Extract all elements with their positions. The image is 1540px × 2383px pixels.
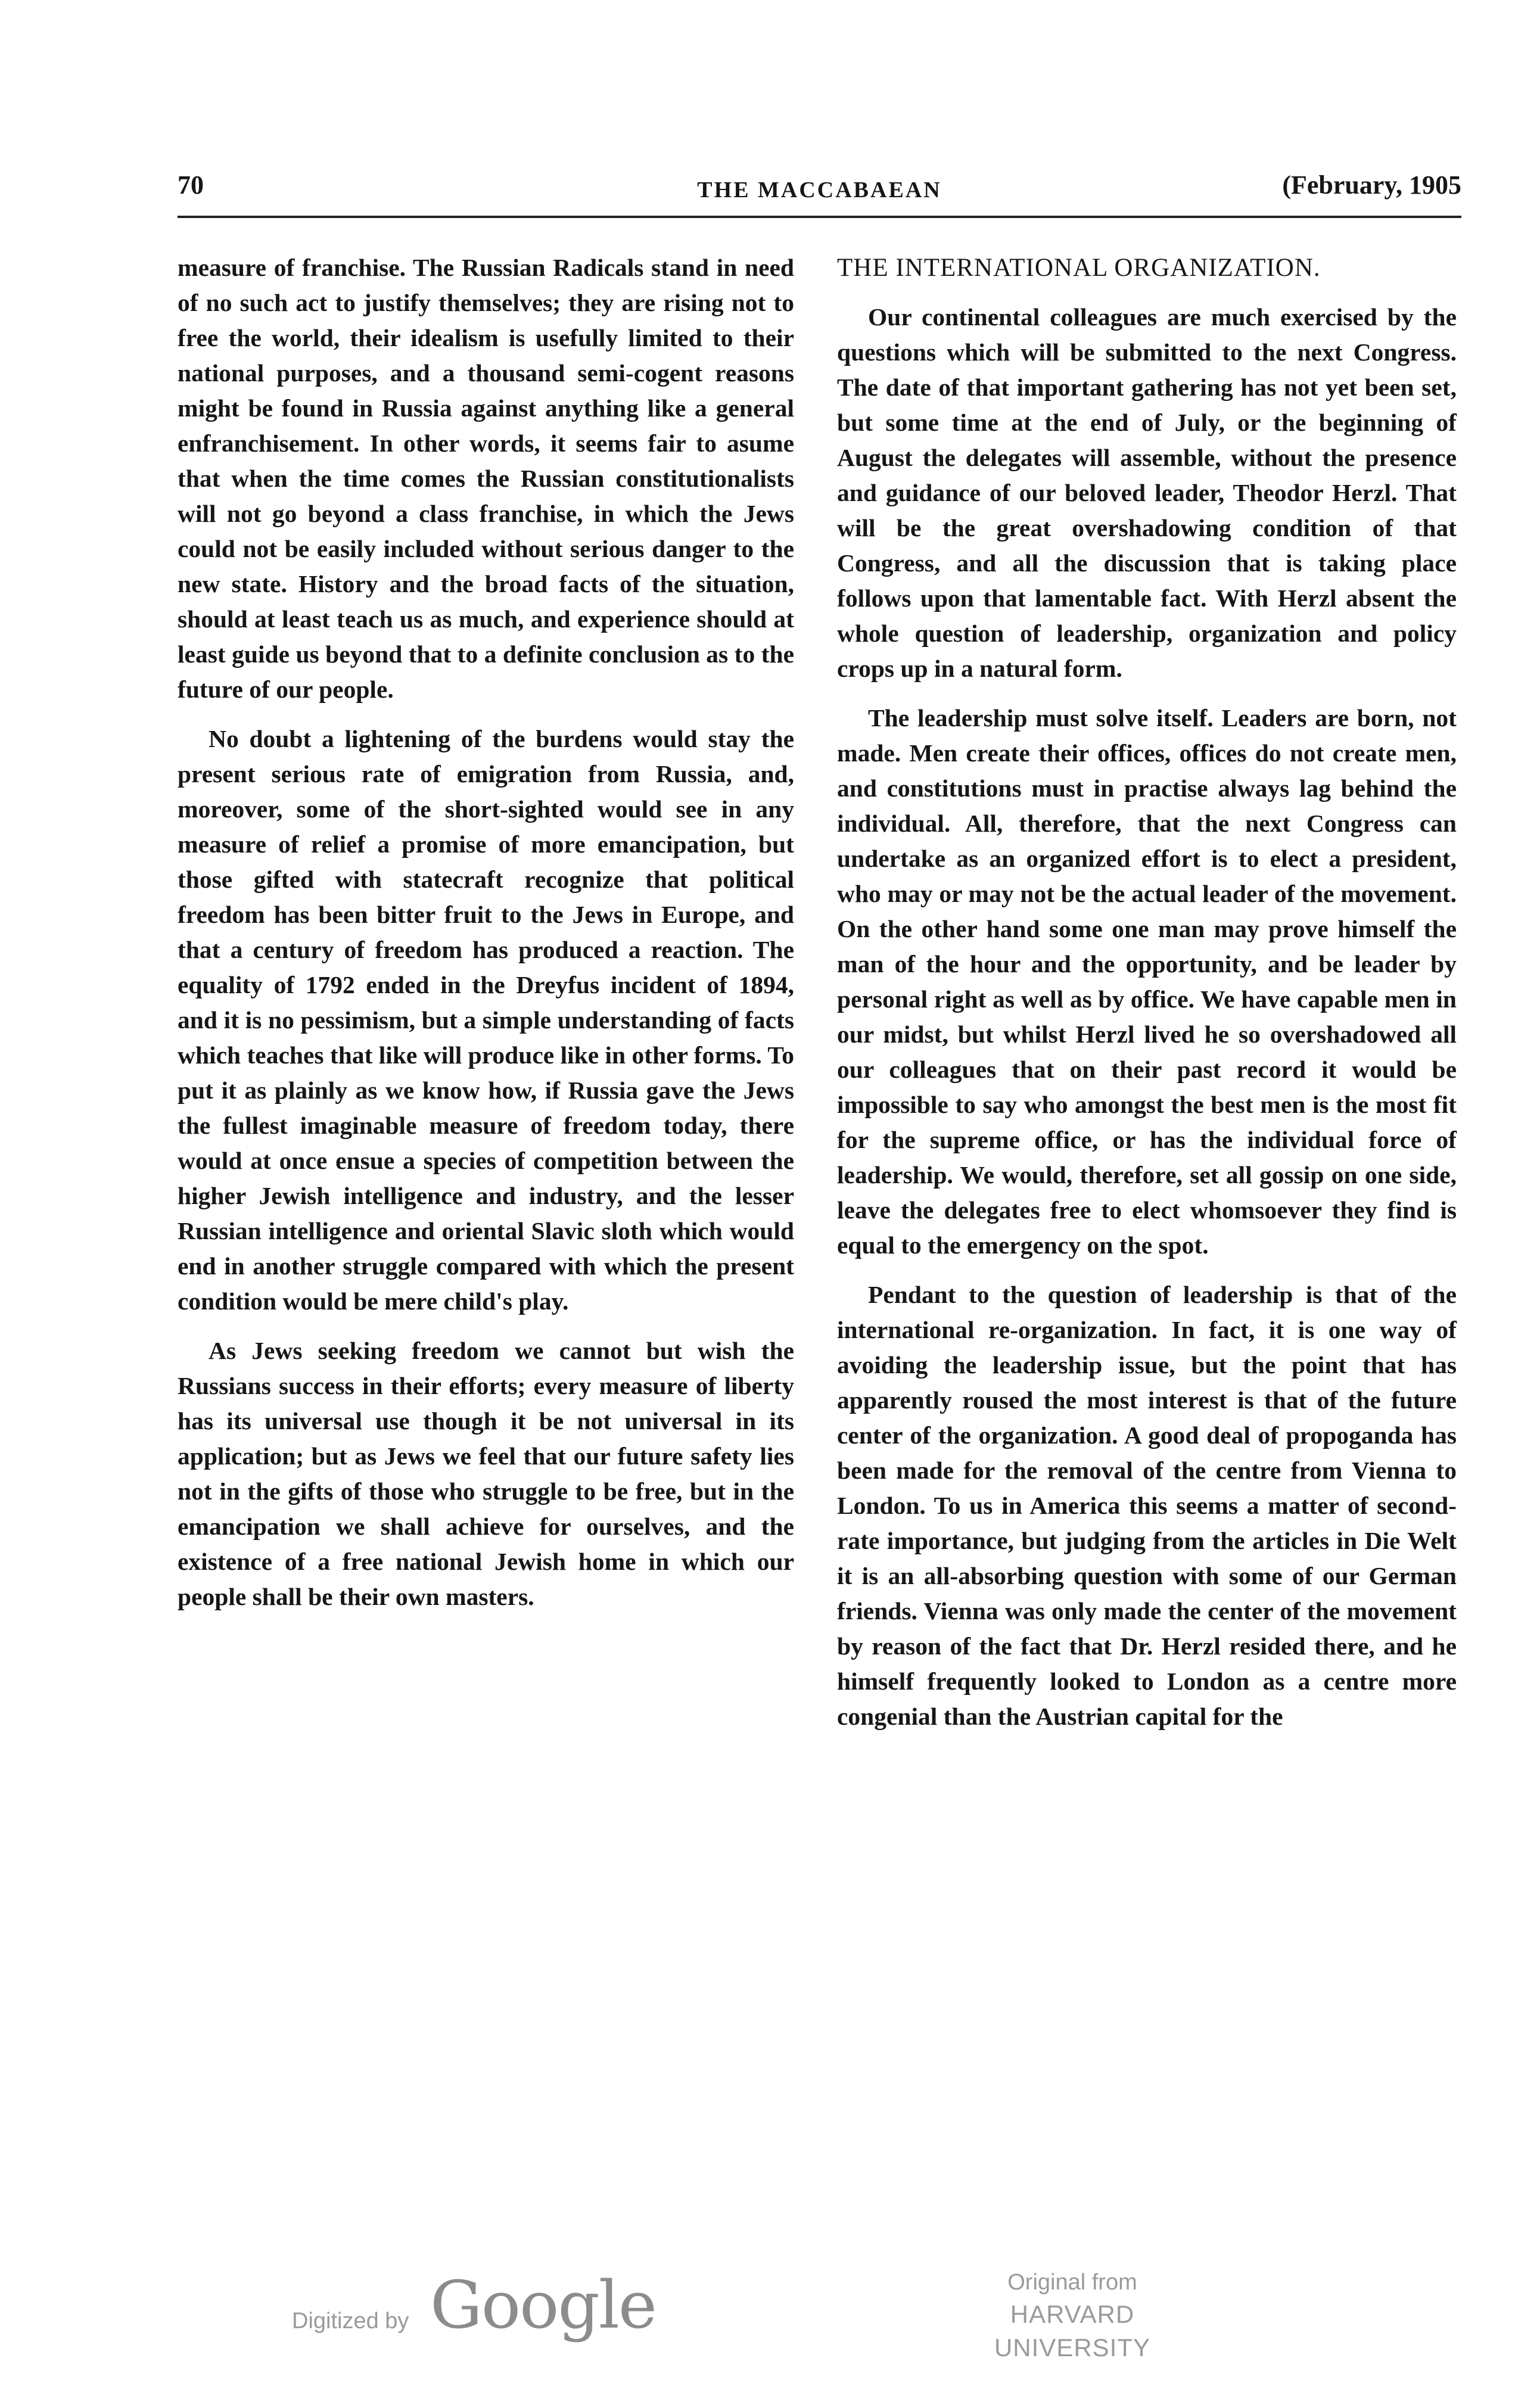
left-paragraph-3: As Jews seeking freedom we cannot but wish the Russians success in their efforts; every measure of liberty has its universal use though it be not universal in its application; but as Jews we feel that our future safety lies not in the gifts of those who struggle to be free, but in the emancipation we shall achieve for ourselves, and the existence of a free national Jewish home in which our people shall be their own masters. bbox=[178, 1337, 794, 1610]
journal-title: THE MACCABAEAN bbox=[697, 178, 942, 203]
digitized-by-text: Digitized by bbox=[292, 2309, 409, 2334]
right-paragraph-2: The leadership must solve itself. Leaders are born, not made. Men create their offices, offices do not create men, and constitutions must in practise always lag behind the individual. All, therefore, that the next Congress can undertake as an organized effort is to elect a president, who may or may not be the actual leader of the movement. On the other hand some one man may prove himself the man of the hour and the opportunity, and be leader by personal right as well as by office. We have capable men in our midst, but whilst Herzl lived he so overshadowed all our colleagues that on their past record it would be impossible to say who amongst the best men is the most fit for the supreme office, or has the individual force of leadership. We would, therefore, set all gossip on one side, leave the delegates free to elect whomsoever they find is equal to the emergency on the spot. bbox=[837, 704, 1457, 1259]
section-heading: THE INTERNATIONAL ORGANIZATION. bbox=[837, 254, 1321, 282]
issue-date: (February, 1905 bbox=[1282, 170, 1461, 200]
original-source-text: HARVARD UNIVERSITY bbox=[994, 2300, 1151, 2362]
right-column bbox=[837, 250, 1457, 2109]
running-head bbox=[178, 170, 1461, 211]
google-logo: Google bbox=[430, 2267, 657, 2343]
page-number: 70 bbox=[178, 170, 204, 200]
left-column bbox=[178, 250, 794, 2109]
left-paragraph-2: No doubt a lightening of the burdens would stay the present serious rate of emigration from Russia, and, moreover, some of the short-sighted would see in any measure of relief a promise of more emancipation, but those gifted with statecraft recognize that political freedom has been bitter fruit to the Jews in Europe, and that a century of freedom has produced a reaction. The equality of 1792 ended in the Dreyfus incident of 1894, and it is no pessimism, but a simple understanding of facts which teaches that like will produce like in other forms. To put it as plainly as we know how, if Russia gave the Jews the fullest imaginable measure of freedom today, there would at once ensue a species of competition between the higher Jewish intelligence and industry, and the lesser Russian intelligence and oriental Slavic sloth which would end in another struggle compared with which the present condition would be mere child's play. bbox=[178, 725, 794, 1315]
original-from-text: Original from bbox=[1007, 2270, 1137, 2295]
left-paragraph-1: measure of franchise. The Russian Radicals stand in need of no such act to justify themselves; they are rising not to free the world, their idealism is usefully limited to their national purposes, and a thousand semi-cogent reasons might be found in Russia against anything like a general enfranchisement. In other words, it seems fair to asume that when the time comes the Russian constitutionalists will not go beyond a class franchise, in which the Jews could not be easily included without serious danger to the new state. History and the broad facts of the situation, should at least teach us as much, and experience should at least guide us beyond that to a definite conclusion as to the future of our people. bbox=[178, 254, 794, 703]
right-paragraph-1: Our continental colleagues are much exercised by the questions which will be submitted to the next Congress. The date of that important gathering has not yet been set, but some time at the end of July, or the beginning of August the delegates will assemble, without the presence and guidance of our beloved leader, Theodor Herzl. That will be the great overshadowing condition of that Congress, and all the discussion that is taking place follows upon that lamentable fact. With Herzl absent the whole question of leadership, organization and policy crops up in a natural form. bbox=[837, 303, 1457, 682]
right-paragraph-3: Pendant to the question of leadership is that of the international re-organization. In fact, it is one way of avoiding the leadership issue, but the point that has apparently roused the most interest is that of the future center of the organization. A good deal of propoganda has been made for the removal of the centre from Vienna to London. To us in America this seems a matter of second-rate importance, but judging from the articles in Die Welt it is an all-absorbing question with some of our German friends. Vienna was only made the center of the movement by reason of the fact that Dr. Herzl resided there, and he himself frequently looked to London as a centre more congenial than the Austrian capital for the bbox=[837, 1281, 1457, 1730]
header-rule bbox=[178, 216, 1461, 218]
source-attribution bbox=[929, 2267, 1215, 2362]
digitized-watermark bbox=[292, 2267, 657, 2362]
